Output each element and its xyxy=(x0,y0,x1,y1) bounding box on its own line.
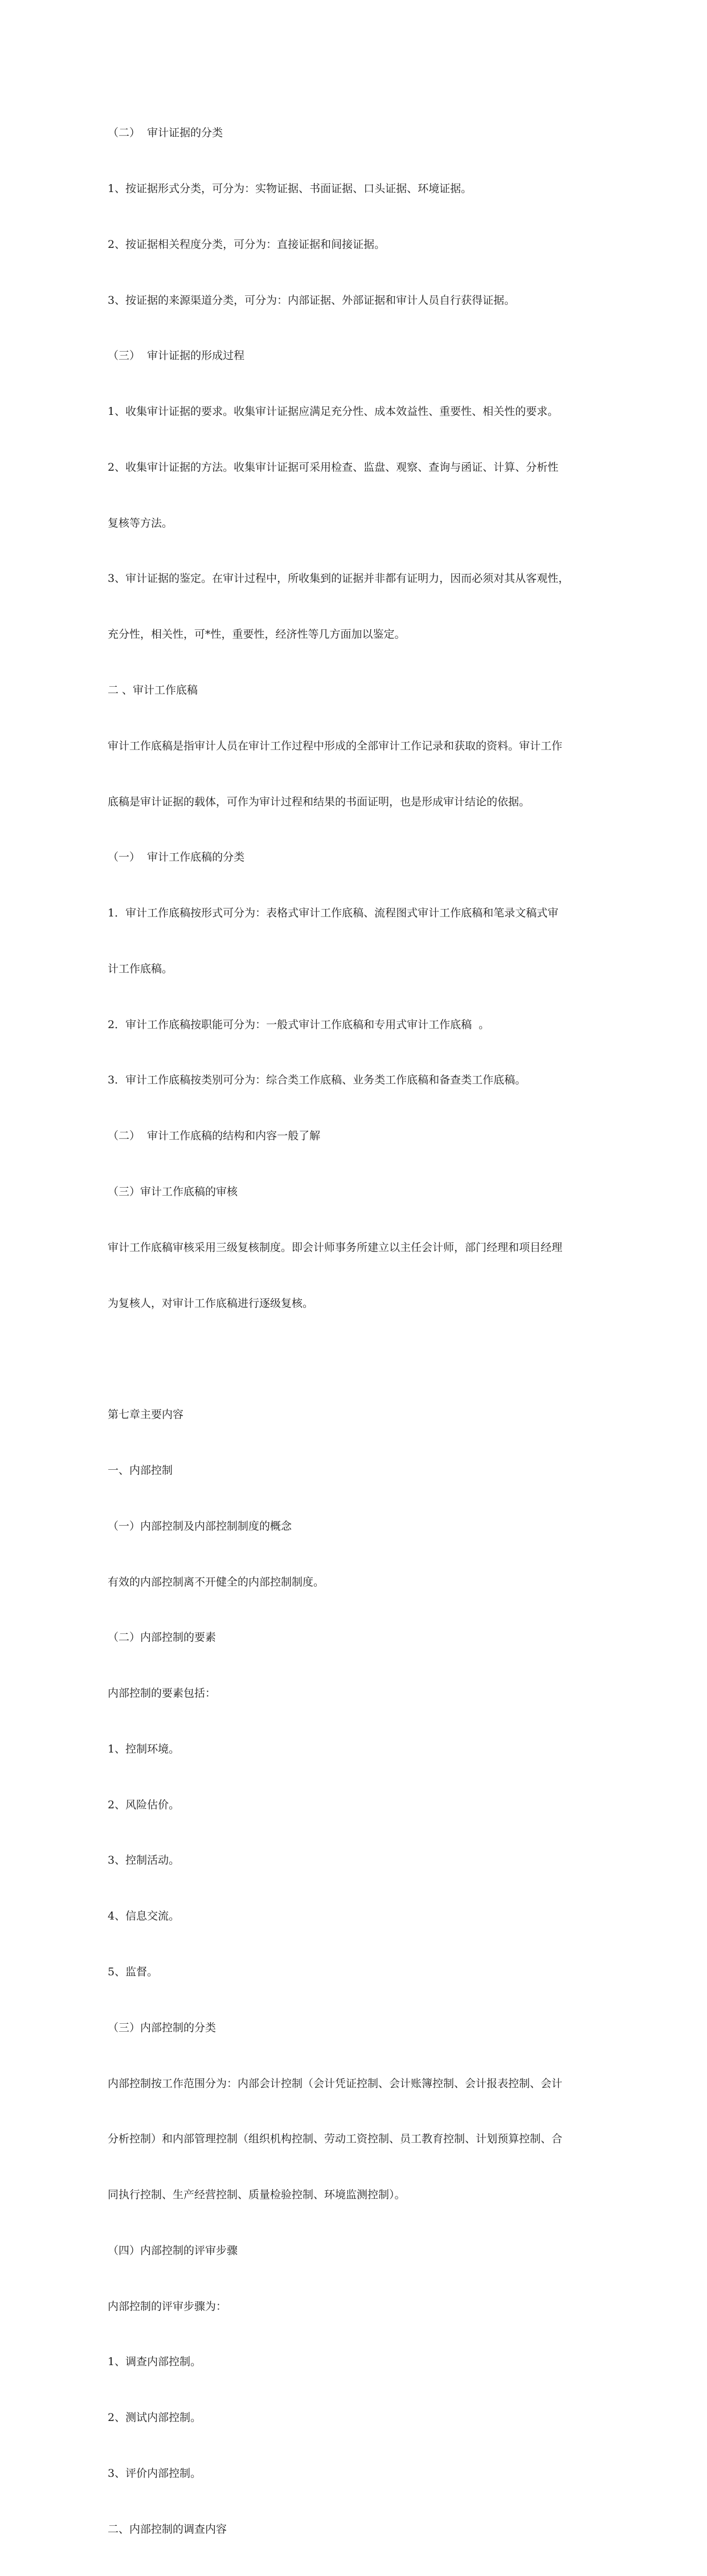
list-item: 1、按证据形式分类，可分为：实物证据、书面证据、口头证据、环境证据。 xyxy=(108,182,472,195)
subsection-heading: （二）内部控制的要素 xyxy=(108,1631,216,1644)
paragraph-line: 同执行控制、生产经营控制、质量检验控制、环境监测控制）。 xyxy=(108,2188,406,2202)
list-item: 3、按证据的来源渠道分类，可分为：内部证据、外部证据和审计人员自行获得证据。 xyxy=(108,294,516,307)
list-item: 3．审计工作底稿按类别可分为：综合类工作底稿、业务类工作底稿和备查类工作底稿。 xyxy=(108,1074,526,1087)
list-item: 3、评价内部控制。 xyxy=(108,2467,202,2480)
list-item-continuation: 计工作底稿。 xyxy=(108,962,173,975)
subsection-heading: （三）内部控制的分类 xyxy=(108,2021,216,2034)
list-item: 4、信息交流。 xyxy=(108,1910,180,1923)
paragraph-line: 分析控制）和内部管理控制（组织机构控制、劳动工资控制、员工教育控制、计划预算控制、合 xyxy=(108,2133,563,2146)
list-item: 2．审计工作底稿按职能可分为：一般式审计工作底稿和专用式审计工作底稿 。 xyxy=(108,1018,490,1031)
paragraph-line: 审计工作底稿审核采用三级复核制度。即会计师事务所建立以主任会计师，部门经理和项目经理 xyxy=(108,1241,563,1254)
list-item-continuation: 复核等方法。 xyxy=(108,516,173,529)
section-heading: 一、内部控制 xyxy=(108,1464,173,1477)
paragraph-line: 底稿是审计证据的载体，可作为审计过程和结果的书面证明，也是形成审计结论的依据。 xyxy=(108,795,530,808)
list-item-continuation: 充分性，相关性，可*性，重要性，经济性等几方面加以鉴定。 xyxy=(108,628,406,641)
subsection-heading: （二） 审计证据的分类 xyxy=(108,127,223,140)
paragraph-line: 内部控制按工作范围分为：内部会计控制（会计凭证控制、会计账簿控制、会计报表控制、会计 xyxy=(108,2077,563,2090)
document-body xyxy=(108,87,603,2576)
subsection-heading: （三）审计工作底稿的审核 xyxy=(108,1185,238,1199)
list-item: 1、收集审计证据的要求。收集审计证据应满足充分性、成本效益性、重要性、相关性的要求。 xyxy=(108,405,559,418)
blank-line xyxy=(108,1350,603,1368)
list-item: 1、控制环境。 xyxy=(108,1742,180,1755)
paragraph-line: 为复核人，对审计工作底稿进行逐级复核。 xyxy=(108,1297,314,1310)
list-item: 2、测试内部控制。 xyxy=(108,2411,202,2424)
list-item: 2、风险估价。 xyxy=(108,1798,180,1811)
paragraph-line: 有效的内部控制离不开健全的内部控制制度。 xyxy=(108,1575,325,1588)
section-heading: 二、内部控制的调查内容 xyxy=(108,2522,227,2536)
paragraph-line: 内部控制的要素包括： xyxy=(108,1687,216,1700)
list-item: 2、按证据相关程度分类，可分为：直接证据和间接证据。 xyxy=(108,238,386,251)
list-item: 3、控制活动。 xyxy=(108,1854,180,1867)
subsection-heading: （一） 审计工作底稿的分类 xyxy=(108,851,245,864)
paragraph-line: 内部控制的评审步骤为： xyxy=(108,2300,227,2313)
subsection-heading: （二） 审计工作底稿的结构和内容一般了解 xyxy=(108,1130,321,1143)
section-heading: 二 、审计工作底稿 xyxy=(108,684,198,696)
list-item: 2、收集审计证据的方法。收集审计证据可采用检查、监盘、观察、查询与函证、计算、分析性 xyxy=(108,460,559,474)
subsection-heading: （三） 审计证据的形成过程 xyxy=(108,349,245,362)
subsection-heading: （四）内部控制的评审步骤 xyxy=(108,2244,238,2257)
subsection-heading: （一）内部控制及内部控制制度的概念 xyxy=(108,1519,292,1532)
list-item: 3、审计证据的鉴定。在审计过程中，所收集到的证据并非都有证明力，因而必须对其从客观性， xyxy=(108,572,570,585)
paragraph-line: 审计工作底稿是指审计人员在审计工作过程中形成的全部审计工作记录和获取的资料。审计工作 xyxy=(108,739,563,752)
list-item: 5、监督。 xyxy=(108,1965,158,1978)
list-item: 1．审计工作底稿按形式可分为：表格式审计工作底稿、流程图式审计工作底稿和笔录文稿式审 xyxy=(108,907,559,920)
chapter-heading: 第七章主要内容 xyxy=(108,1408,184,1421)
list-item: 1、调查内部控制。 xyxy=(108,2355,202,2369)
